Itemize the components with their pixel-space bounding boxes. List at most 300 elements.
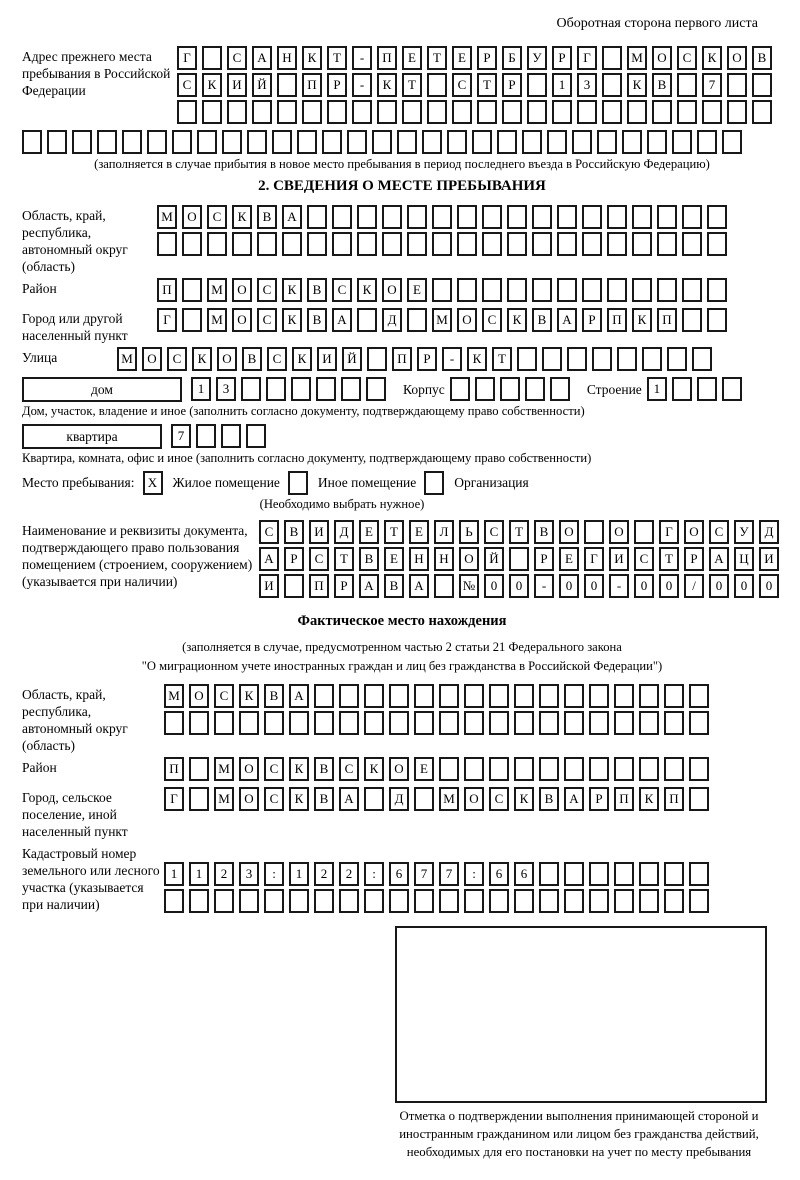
char-cell[interactable]: О	[382, 278, 402, 302]
char-cell[interactable]	[464, 889, 484, 913]
char-cell[interactable]	[532, 205, 552, 229]
char-cell[interactable]: Д	[334, 520, 354, 544]
char-cell[interactable]: 0	[584, 574, 604, 598]
char-cell[interactable]: В	[384, 574, 404, 598]
char-cell[interactable]	[439, 711, 459, 735]
char-cell[interactable]	[377, 100, 397, 124]
char-cell[interactable]	[407, 205, 427, 229]
char-cell[interactable]	[514, 757, 534, 781]
char-cell[interactable]	[439, 757, 459, 781]
char-cell[interactable]	[664, 757, 684, 781]
char-cell[interactable]	[357, 308, 377, 332]
char-cell[interactable]: К	[467, 347, 487, 371]
char-cell[interactable]	[509, 547, 529, 571]
char-cell[interactable]: О	[609, 520, 629, 544]
char-cell[interactable]	[314, 889, 334, 913]
char-cell[interactable]: 0	[509, 574, 529, 598]
char-cell[interactable]	[172, 130, 192, 154]
char-cell[interactable]	[291, 377, 311, 401]
char-cell[interactable]: Д	[389, 787, 409, 811]
char-cell[interactable]: №	[459, 574, 479, 598]
char-cell[interactable]	[557, 278, 577, 302]
char-cell[interactable]: Е	[407, 278, 427, 302]
char-cell[interactable]: 1	[552, 73, 572, 97]
char-cell[interactable]: С	[677, 46, 697, 70]
char-cell[interactable]	[332, 205, 352, 229]
char-cell[interactable]: А	[557, 308, 577, 332]
char-cell[interactable]	[664, 684, 684, 708]
char-cell[interactable]	[657, 232, 677, 256]
char-cell[interactable]: -	[609, 574, 629, 598]
char-cell[interactable]: В	[257, 205, 277, 229]
char-cell[interactable]	[264, 711, 284, 735]
char-cell[interactable]: С	[264, 787, 284, 811]
char-cell[interactable]	[664, 862, 684, 886]
char-cell[interactable]	[752, 100, 772, 124]
char-cell[interactable]	[664, 889, 684, 913]
char-cell[interactable]: 7	[414, 862, 434, 886]
char-cell[interactable]	[196, 424, 216, 448]
char-cell[interactable]	[647, 130, 667, 154]
char-cell[interactable]: 7	[171, 424, 191, 448]
char-cell[interactable]	[489, 757, 509, 781]
char-cell[interactable]	[539, 862, 559, 886]
char-cell[interactable]: И	[759, 547, 779, 571]
char-cell[interactable]	[189, 757, 209, 781]
char-cell[interactable]	[202, 46, 222, 70]
char-cell[interactable]	[632, 232, 652, 256]
char-cell[interactable]	[457, 278, 477, 302]
char-cell[interactable]	[564, 862, 584, 886]
char-cell[interactable]: П	[664, 787, 684, 811]
char-cell[interactable]: Т	[327, 46, 347, 70]
char-cell[interactable]	[284, 574, 304, 598]
char-cell[interactable]: О	[559, 520, 579, 544]
char-cell[interactable]	[447, 130, 467, 154]
char-cell[interactable]	[414, 711, 434, 735]
char-cell[interactable]	[289, 711, 309, 735]
char-cell[interactable]: С	[167, 347, 187, 371]
char-cell[interactable]: И	[227, 73, 247, 97]
char-cell[interactable]: Р	[534, 547, 554, 571]
char-cell[interactable]	[527, 73, 547, 97]
char-cell[interactable]	[514, 711, 534, 735]
char-cell[interactable]	[322, 130, 342, 154]
char-cell[interactable]: К	[639, 787, 659, 811]
char-cell[interactable]: М	[439, 787, 459, 811]
char-cell[interactable]	[364, 711, 384, 735]
char-cell[interactable]	[652, 100, 672, 124]
char-cell[interactable]	[677, 73, 697, 97]
char-cell[interactable]	[357, 205, 377, 229]
char-cell[interactable]: М	[207, 278, 227, 302]
char-cell[interactable]	[422, 130, 442, 154]
char-cell[interactable]	[464, 711, 484, 735]
char-cell[interactable]	[189, 787, 209, 811]
char-cell[interactable]	[522, 130, 542, 154]
char-cell[interactable]: Р	[582, 308, 602, 332]
char-cell[interactable]: С	[177, 73, 197, 97]
char-cell[interactable]	[557, 205, 577, 229]
char-cell[interactable]	[689, 711, 709, 735]
char-cell[interactable]: С	[214, 684, 234, 708]
char-cell[interactable]	[389, 889, 409, 913]
char-cell[interactable]: М	[157, 205, 177, 229]
char-cell[interactable]: В	[307, 308, 327, 332]
char-cell[interactable]: И	[317, 347, 337, 371]
checkbox-inoe[interactable]	[288, 471, 308, 495]
char-cell[interactable]	[364, 889, 384, 913]
char-cell[interactable]: А	[252, 46, 272, 70]
char-cell[interactable]: 3	[216, 377, 236, 401]
char-cell[interactable]	[182, 278, 202, 302]
char-cell[interactable]	[367, 347, 387, 371]
char-cell[interactable]	[602, 100, 622, 124]
char-cell[interactable]	[432, 205, 452, 229]
char-cell[interactable]: 3	[239, 862, 259, 886]
char-cell[interactable]	[339, 711, 359, 735]
char-cell[interactable]	[564, 757, 584, 781]
char-cell[interactable]	[589, 889, 609, 913]
char-cell[interactable]	[407, 308, 427, 332]
char-cell[interactable]: П	[302, 73, 322, 97]
char-cell[interactable]: Е	[409, 520, 429, 544]
checkbox-organizaciya[interactable]	[424, 471, 444, 495]
char-cell[interactable]: 6	[389, 862, 409, 886]
char-cell[interactable]: Й	[252, 73, 272, 97]
char-cell[interactable]	[614, 862, 634, 886]
char-cell[interactable]	[414, 684, 434, 708]
char-cell[interactable]: В	[264, 684, 284, 708]
char-cell[interactable]	[632, 278, 652, 302]
char-cell[interactable]	[622, 130, 642, 154]
char-cell[interactable]: 1	[289, 862, 309, 886]
char-cell[interactable]: М	[627, 46, 647, 70]
char-cell[interactable]	[489, 711, 509, 735]
char-cell[interactable]: И	[309, 520, 329, 544]
char-cell[interactable]: Н	[409, 547, 429, 571]
char-cell[interactable]: С	[257, 308, 277, 332]
char-cell[interactable]	[389, 684, 409, 708]
char-cell[interactable]	[207, 232, 227, 256]
char-cell[interactable]	[427, 100, 447, 124]
char-cell[interactable]: Г	[164, 787, 184, 811]
char-cell[interactable]: В	[314, 787, 334, 811]
char-cell[interactable]	[352, 100, 372, 124]
char-cell[interactable]	[657, 205, 677, 229]
char-cell[interactable]: Е	[452, 46, 472, 70]
char-cell[interactable]	[427, 73, 447, 97]
char-cell[interactable]: Р	[502, 73, 522, 97]
char-cell[interactable]: Й	[484, 547, 504, 571]
char-cell[interactable]: А	[282, 205, 302, 229]
char-cell[interactable]	[214, 711, 234, 735]
char-cell[interactable]	[457, 232, 477, 256]
char-cell[interactable]	[607, 205, 627, 229]
char-cell[interactable]: Г	[659, 520, 679, 544]
char-cell[interactable]	[252, 100, 272, 124]
char-cell[interactable]	[277, 73, 297, 97]
char-cell[interactable]: С	[452, 73, 472, 97]
char-cell[interactable]	[667, 347, 687, 371]
char-cell[interactable]	[664, 711, 684, 735]
char-cell[interactable]	[97, 130, 117, 154]
char-cell[interactable]	[672, 130, 692, 154]
char-cell[interactable]: К	[627, 73, 647, 97]
char-cell[interactable]	[682, 205, 702, 229]
char-cell[interactable]	[439, 889, 459, 913]
char-cell[interactable]: 2	[314, 862, 334, 886]
char-cell[interactable]	[357, 232, 377, 256]
char-cell[interactable]	[157, 232, 177, 256]
char-cell[interactable]	[539, 711, 559, 735]
char-cell[interactable]: Р	[589, 787, 609, 811]
char-cell[interactable]: М	[214, 757, 234, 781]
char-cell[interactable]: М	[117, 347, 137, 371]
char-cell[interactable]	[614, 711, 634, 735]
char-cell[interactable]	[482, 205, 502, 229]
char-cell[interactable]: 2	[214, 862, 234, 886]
char-cell[interactable]: Д	[759, 520, 779, 544]
char-cell[interactable]	[489, 684, 509, 708]
char-cell[interactable]: П	[607, 308, 627, 332]
char-cell[interactable]: О	[459, 547, 479, 571]
char-cell[interactable]	[689, 757, 709, 781]
char-cell[interactable]: О	[239, 757, 259, 781]
char-cell[interactable]: 1	[189, 862, 209, 886]
char-cell[interactable]: П	[164, 757, 184, 781]
char-cell[interactable]	[689, 889, 709, 913]
char-cell[interactable]	[607, 232, 627, 256]
char-cell[interactable]	[527, 100, 547, 124]
char-cell[interactable]	[477, 100, 497, 124]
char-cell[interactable]: В	[752, 46, 772, 70]
char-cell[interactable]: С	[227, 46, 247, 70]
char-cell[interactable]: С	[207, 205, 227, 229]
char-cell[interactable]	[589, 684, 609, 708]
char-cell[interactable]	[607, 278, 627, 302]
char-cell[interactable]: К	[377, 73, 397, 97]
char-cell[interactable]: А	[359, 574, 379, 598]
char-cell[interactable]	[702, 100, 722, 124]
char-cell[interactable]	[697, 377, 717, 401]
char-cell[interactable]: -	[442, 347, 462, 371]
char-cell[interactable]: О	[239, 787, 259, 811]
char-cell[interactable]	[339, 684, 359, 708]
char-cell[interactable]	[450, 377, 470, 401]
char-cell[interactable]: -	[352, 73, 372, 97]
char-cell[interactable]: Е	[414, 757, 434, 781]
char-cell[interactable]: Р	[284, 547, 304, 571]
char-cell[interactable]: 1	[191, 377, 211, 401]
char-cell[interactable]	[614, 889, 634, 913]
char-cell[interactable]: А	[409, 574, 429, 598]
char-cell[interactable]	[464, 757, 484, 781]
char-cell[interactable]	[222, 130, 242, 154]
char-cell[interactable]	[677, 100, 697, 124]
char-cell[interactable]: И	[259, 574, 279, 598]
char-cell[interactable]: К	[507, 308, 527, 332]
char-cell[interactable]: В	[534, 520, 554, 544]
char-cell[interactable]	[707, 205, 727, 229]
char-cell[interactable]	[147, 130, 167, 154]
char-cell[interactable]	[517, 347, 537, 371]
char-cell[interactable]: 0	[484, 574, 504, 598]
char-cell[interactable]: Р	[334, 574, 354, 598]
char-cell[interactable]	[414, 889, 434, 913]
char-cell[interactable]	[639, 862, 659, 886]
char-cell[interactable]: С	[332, 278, 352, 302]
char-cell[interactable]	[475, 377, 495, 401]
char-cell[interactable]: О	[684, 520, 704, 544]
char-cell[interactable]	[389, 711, 409, 735]
char-cell[interactable]	[525, 377, 545, 401]
char-cell[interactable]: Д	[382, 308, 402, 332]
char-cell[interactable]: В	[314, 757, 334, 781]
char-cell[interactable]	[382, 205, 402, 229]
char-cell[interactable]: О	[389, 757, 409, 781]
char-cell[interactable]: 0	[559, 574, 579, 598]
char-cell[interactable]	[682, 232, 702, 256]
char-cell[interactable]: К	[702, 46, 722, 70]
char-cell[interactable]	[434, 574, 454, 598]
char-cell[interactable]: К	[282, 308, 302, 332]
char-cell[interactable]: К	[202, 73, 222, 97]
char-cell[interactable]	[617, 347, 637, 371]
char-cell[interactable]: 3	[577, 73, 597, 97]
char-cell[interactable]	[239, 889, 259, 913]
char-cell[interactable]	[189, 889, 209, 913]
char-cell[interactable]: Т	[477, 73, 497, 97]
char-cell[interactable]: 6	[489, 862, 509, 886]
char-cell[interactable]	[589, 862, 609, 886]
char-cell[interactable]: Е	[559, 547, 579, 571]
char-cell[interactable]	[482, 232, 502, 256]
char-cell[interactable]: В	[359, 547, 379, 571]
char-cell[interactable]: С	[484, 520, 504, 544]
char-cell[interactable]	[407, 232, 427, 256]
char-cell[interactable]: М	[214, 787, 234, 811]
char-cell[interactable]	[639, 757, 659, 781]
char-cell[interactable]	[247, 130, 267, 154]
confirmation-stamp-box[interactable]	[395, 926, 767, 1103]
char-cell[interactable]	[182, 232, 202, 256]
char-cell[interactable]: О	[457, 308, 477, 332]
char-cell[interactable]	[507, 278, 527, 302]
char-cell[interactable]	[302, 100, 322, 124]
char-cell[interactable]: Р	[477, 46, 497, 70]
char-cell[interactable]	[457, 205, 477, 229]
char-cell[interactable]	[221, 424, 241, 448]
char-cell[interactable]	[689, 862, 709, 886]
char-cell[interactable]	[489, 889, 509, 913]
char-cell[interactable]: А	[332, 308, 352, 332]
char-cell[interactable]: :	[264, 862, 284, 886]
char-cell[interactable]: Р	[552, 46, 572, 70]
char-cell[interactable]: А	[339, 787, 359, 811]
char-cell[interactable]	[327, 100, 347, 124]
char-cell[interactable]	[602, 46, 622, 70]
char-cell[interactable]	[567, 347, 587, 371]
char-cell[interactable]	[532, 278, 552, 302]
char-cell[interactable]	[497, 130, 517, 154]
char-cell[interactable]: -	[534, 574, 554, 598]
char-cell[interactable]	[584, 520, 604, 544]
char-cell[interactable]: В	[284, 520, 304, 544]
char-cell[interactable]	[507, 232, 527, 256]
char-cell[interactable]: С	[489, 787, 509, 811]
char-cell[interactable]: 0	[659, 574, 679, 598]
char-cell[interactable]	[752, 73, 772, 97]
char-cell[interactable]: 1	[164, 862, 184, 886]
char-cell[interactable]	[314, 711, 334, 735]
char-cell[interactable]	[182, 308, 202, 332]
char-cell[interactable]	[514, 684, 534, 708]
char-cell[interactable]	[332, 232, 352, 256]
char-cell[interactable]: 7	[439, 862, 459, 886]
char-cell[interactable]	[502, 100, 522, 124]
char-cell[interactable]	[189, 711, 209, 735]
char-cell[interactable]	[214, 889, 234, 913]
char-cell[interactable]: В	[532, 308, 552, 332]
char-cell[interactable]	[272, 130, 292, 154]
char-cell[interactable]	[639, 889, 659, 913]
char-cell[interactable]	[307, 205, 327, 229]
char-cell[interactable]	[177, 100, 197, 124]
char-cell[interactable]	[639, 684, 659, 708]
char-cell[interactable]: П	[157, 278, 177, 302]
char-cell[interactable]: 2	[339, 862, 359, 886]
char-cell[interactable]: П	[657, 308, 677, 332]
char-cell[interactable]: Б	[502, 46, 522, 70]
char-cell[interactable]: К	[632, 308, 652, 332]
char-cell[interactable]: Н	[434, 547, 454, 571]
char-cell[interactable]: П	[309, 574, 329, 598]
char-cell[interactable]	[707, 232, 727, 256]
char-cell[interactable]: С	[257, 278, 277, 302]
char-cell[interactable]	[232, 232, 252, 256]
char-cell[interactable]: И	[609, 547, 629, 571]
char-cell[interactable]: Т	[659, 547, 679, 571]
char-cell[interactable]	[539, 684, 559, 708]
char-cell[interactable]: 0	[709, 574, 729, 598]
char-cell[interactable]: Г	[157, 308, 177, 332]
char-cell[interactable]	[634, 520, 654, 544]
char-cell[interactable]: Р	[327, 73, 347, 97]
char-cell[interactable]	[564, 684, 584, 708]
char-cell[interactable]	[164, 711, 184, 735]
char-cell[interactable]	[382, 232, 402, 256]
char-cell[interactable]	[347, 130, 367, 154]
char-cell[interactable]: Е	[359, 520, 379, 544]
char-cell[interactable]	[307, 232, 327, 256]
char-cell[interactable]	[539, 889, 559, 913]
char-cell[interactable]	[727, 100, 747, 124]
char-cell[interactable]: 0	[634, 574, 654, 598]
char-cell[interactable]	[72, 130, 92, 154]
char-cell[interactable]	[341, 377, 361, 401]
char-cell[interactable]	[164, 889, 184, 913]
char-cell[interactable]: 7	[702, 73, 722, 97]
char-cell[interactable]	[639, 711, 659, 735]
char-cell[interactable]: А	[259, 547, 279, 571]
char-cell[interactable]	[614, 684, 634, 708]
char-cell[interactable]	[514, 889, 534, 913]
char-cell[interactable]: О	[217, 347, 237, 371]
char-cell[interactable]	[364, 787, 384, 811]
char-cell[interactable]	[239, 711, 259, 735]
char-cell[interactable]: 0	[734, 574, 754, 598]
